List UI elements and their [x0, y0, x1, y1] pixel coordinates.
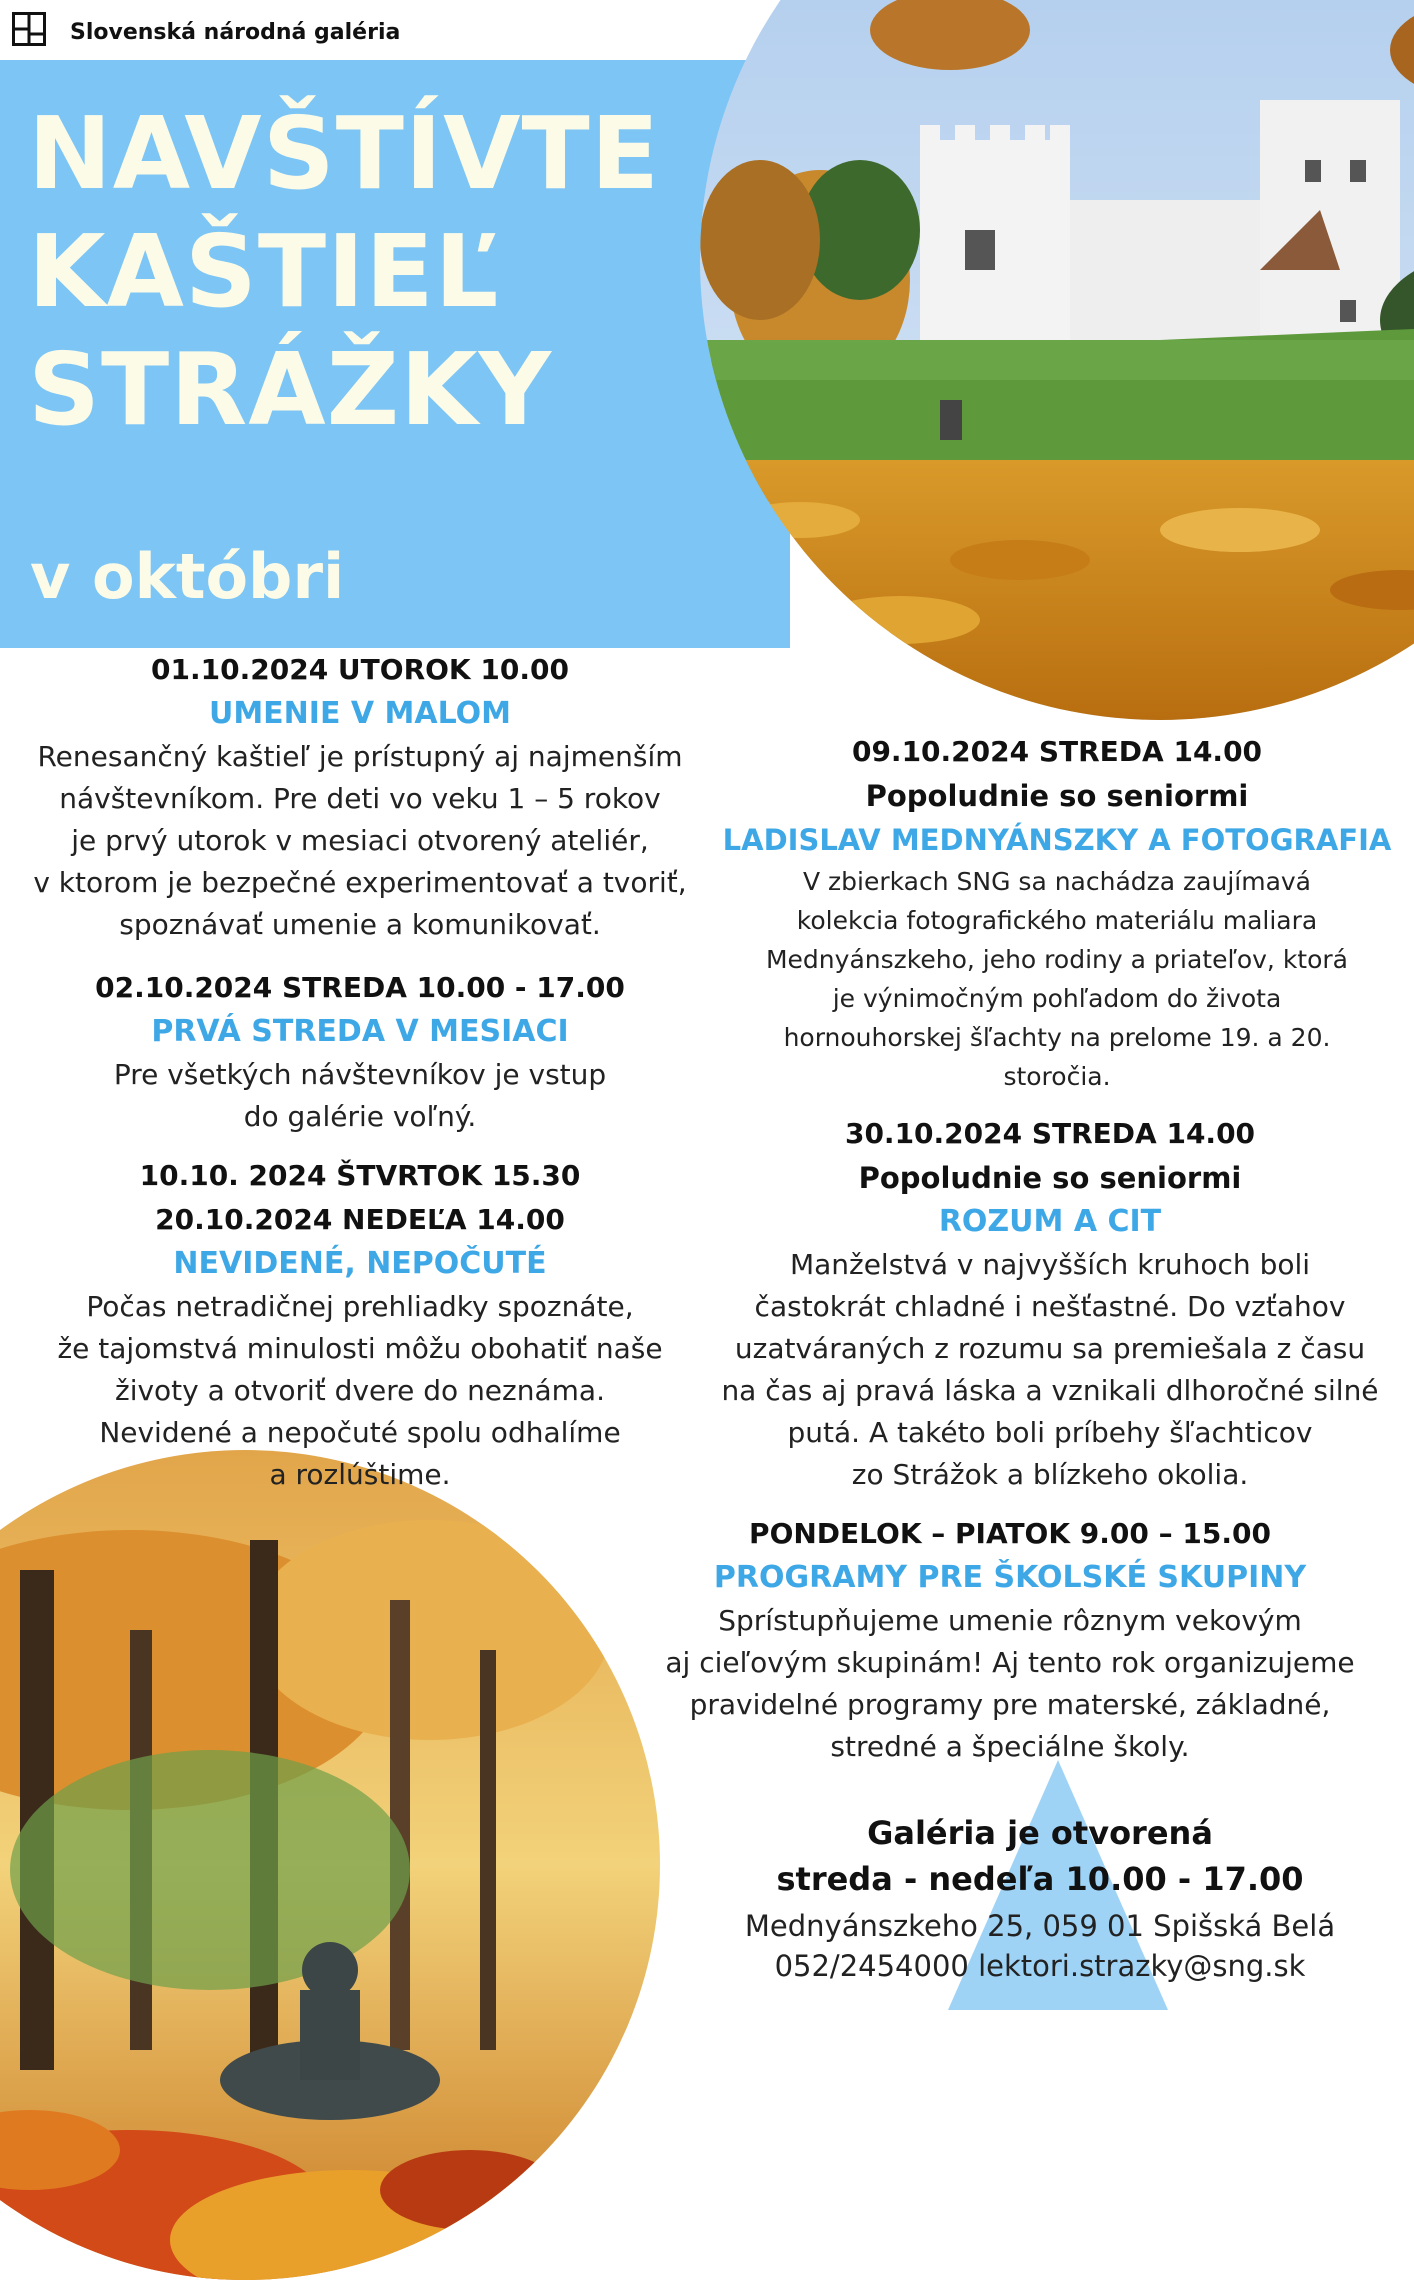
- main-title: [28, 95, 660, 449]
- event-umenie-v-malom: [0, 648, 720, 946]
- event-title: NEVIDENÉ, NEPOČUTÉ: [173, 1246, 547, 1281]
- description-line: hornouhorskej šľachty na prelome 19. a 20.: [783, 1023, 1331, 1052]
- description-line: a rozlúštime.: [269, 1458, 451, 1491]
- event-nevidene-nepocute: [0, 1154, 720, 1496]
- event-mednyanszky: [700, 730, 1414, 1096]
- contact-info: [680, 1906, 1400, 1986]
- event-title: ROZUM A CIT: [938, 1204, 1162, 1239]
- event-rozum-a-cit: [690, 1112, 1410, 1496]
- event-description: [700, 862, 1414, 1096]
- description-line: v ktorom je bezpečné experimentovať a tvoriť,: [33, 866, 687, 899]
- event-description: [0, 736, 720, 946]
- description-line: Nevidené a nepočuté spolu odhalíme: [99, 1416, 621, 1449]
- opening-hours-title: Galéria je otvorená: [867, 1814, 1213, 1852]
- description-line: pravidelné programy pre materské, základné,: [689, 1688, 1331, 1721]
- event-subtitle: Popoludnie so seniormi: [865, 779, 1249, 813]
- event-description: [0, 1286, 720, 1496]
- description-line: je prvý utorok v mesiaci otvorený ateliér,: [71, 824, 649, 857]
- organization-name: Slovenská národná galéria: [70, 20, 401, 45]
- description-line: návštevníkom. Pre deti vo veku 1 – 5 rokov: [59, 782, 661, 815]
- description-line: spoznávať umenie a komunikovať.: [119, 908, 601, 941]
- park-illustration: [0, 1450, 660, 2280]
- description-line: na čas aj pravá láska a vznikali dlhoročné silné: [721, 1374, 1379, 1407]
- description-line: zo Strážok a blízkeho okolia.: [851, 1458, 1249, 1491]
- sng-logo-icon: [12, 12, 46, 46]
- subtitle: v októbri: [30, 540, 345, 613]
- event-description: [660, 1600, 1360, 1768]
- event-date: 09.10.2024 STREDA 14.00: [851, 735, 1263, 768]
- description-line: aj cieľovým skupinám! Aj tento rok organizujeme: [665, 1646, 1355, 1679]
- description-line: Mednyánszkeho, jeho rodiny a priateľov, ktorá: [765, 945, 1348, 974]
- event-date: 02.10.2024 STREDA 10.00 - 17.00: [95, 971, 625, 1004]
- opening-hours-times: streda - nedeľa 10.00 - 17.00: [776, 1860, 1304, 1898]
- title-line-2: KAŠTIEĽ: [28, 213, 500, 330]
- event-title: LADISLAV MEDNYÁNSZKY A FOTOGRAFIA: [722, 823, 1392, 857]
- description-line: Počas netradičnej prehliadky spoznáte,: [86, 1290, 634, 1323]
- description-line: Renesančný kaštieľ je prístupný aj najmenším: [37, 740, 683, 773]
- event-date: PONDELOK – PIATOK 9.00 – 15.00: [749, 1517, 1271, 1550]
- event-date: 10.10. 2024 ŠTVRTOK 15.30: [139, 1159, 581, 1192]
- opening-hours: [680, 1810, 1400, 1902]
- description-line: že tajomstvá minulosti môžu obohatiť naše: [57, 1332, 663, 1365]
- description-line: stredné a špeciálne školy.: [830, 1730, 1190, 1763]
- description-line: putá. A takéto boli príbehy šľachticov: [787, 1416, 1313, 1449]
- event-date: 30.10.2024 STREDA 14.00: [844, 1117, 1256, 1150]
- description-line: Pre všetkých návštevníkov je vstup: [113, 1058, 607, 1091]
- event-date: 20.10.2024 NEDEĽA 14.00: [155, 1203, 565, 1236]
- castle-illustration: [700, 0, 1414, 720]
- event-prva-streda: [0, 966, 720, 1138]
- castle-photo: [700, 0, 1414, 720]
- description-line: je výnimočným pohľadom do života: [832, 984, 1282, 1013]
- event-date: 01.10.2024 UTOROK 10.00: [151, 653, 569, 686]
- event-title: PROGRAMY PRE ŠKOLSKÉ SKUPINY: [713, 1560, 1307, 1595]
- description-line: častokrát chladné i nešťastné. Do vzťahov: [754, 1290, 1346, 1323]
- description-line: do galérie voľný.: [243, 1100, 477, 1133]
- title-line-1: NAVŠTÍVTE: [28, 95, 661, 212]
- description-line: Sprístupňujeme umenie rôznym vekovým: [718, 1604, 1302, 1637]
- description-line: Manželstvá v najvyšších kruhoch boli: [789, 1248, 1311, 1281]
- event-description: [690, 1244, 1410, 1496]
- description-line: V zbierkach SNG sa nachádza zaujímavá: [802, 867, 1312, 896]
- title-line-3: STRÁŽKY: [28, 331, 553, 448]
- event-title: PRVÁ STREDA V MESIACI: [151, 1014, 569, 1049]
- event-title: UMENIE V MALOM: [208, 696, 512, 731]
- description-line: uzatváraných z rozumu sa premiešala z času: [734, 1332, 1366, 1365]
- contact: 052/2454000 lektori.strazky@sng.sk: [774, 1949, 1306, 1983]
- description-line: životy a otvoriť dvere do neznáma.: [115, 1374, 605, 1407]
- event-skolske-skupiny: [660, 1512, 1360, 1768]
- address: Mednyánszkeho 25, 059 01 Spišská Belá: [744, 1909, 1336, 1943]
- park-photo: [0, 1450, 660, 2280]
- event-subtitle: Popoludnie so seniormi: [858, 1161, 1242, 1195]
- description-line: storočia.: [1003, 1062, 1111, 1091]
- event-description: [0, 1054, 720, 1138]
- description-line: kolekcia fotografického materiálu maliara: [796, 906, 1318, 935]
